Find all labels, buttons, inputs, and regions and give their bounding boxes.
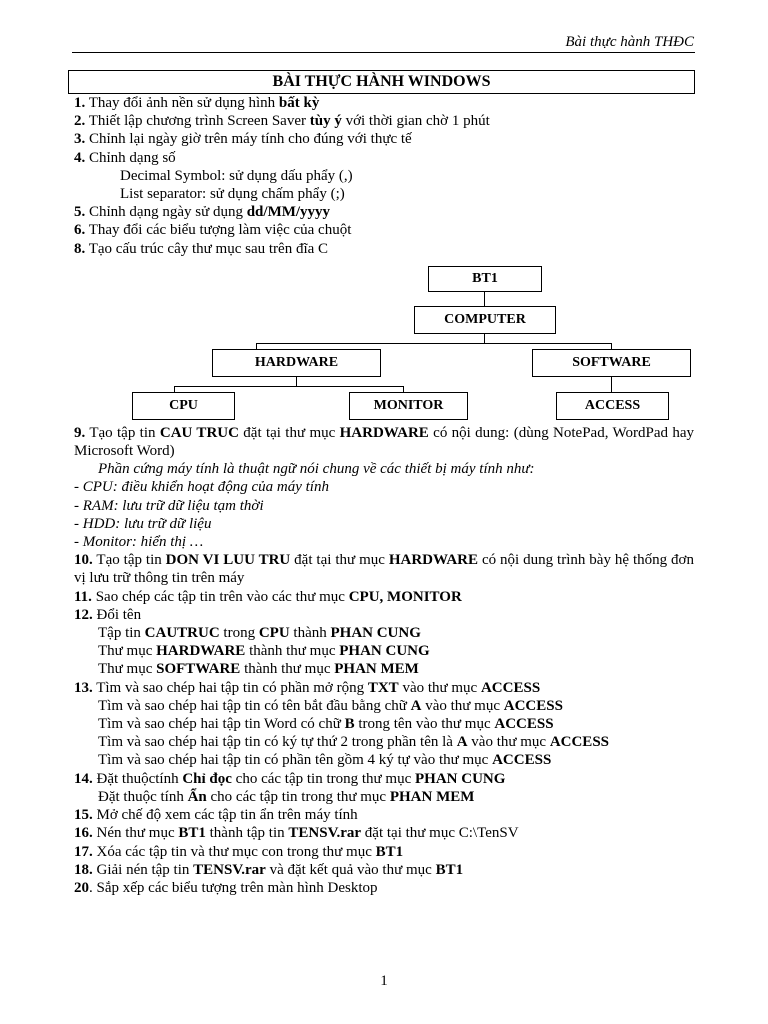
item-13-task xyxy=(74,697,694,715)
item-9-content-line: - RAM: lưu trữ dữ liệu tạm thời xyxy=(74,497,264,514)
item-13-task xyxy=(74,751,694,769)
folder-tree-diagram xyxy=(74,258,694,424)
item-13-task xyxy=(74,715,694,733)
item-emphasis: bất kỳ xyxy=(278,95,320,111)
item-6 xyxy=(74,221,694,239)
tree-connector xyxy=(256,343,612,344)
item-text: Tìm và sao chép hai tập tin Word có chữ xyxy=(98,716,345,733)
item-emphasis: PHAN MEM xyxy=(389,788,475,805)
item-9-content-line: - CPU: điều khiển hoạt động của máy tính xyxy=(74,479,329,496)
item-text: Thay đổi ảnh nền sử dụng hình xyxy=(85,95,279,111)
tree-node-access: ACCESS xyxy=(556,392,669,420)
item-number: 15. xyxy=(74,807,93,824)
item-emphasis: DON VI LUU TRU xyxy=(165,552,291,569)
item-emphasis: A xyxy=(410,697,422,714)
item-emphasis: CPU xyxy=(258,625,290,642)
item-4 xyxy=(74,149,694,167)
item-text: vào thư mục xyxy=(467,734,550,751)
item-number: 11. xyxy=(74,588,92,605)
item-text: thành thư mục xyxy=(245,643,340,660)
item-text: Tạo tập tin xyxy=(92,552,166,569)
item-emphasis: CPU, MONITOR xyxy=(348,588,462,605)
tree-connector xyxy=(174,386,404,387)
item-14-second xyxy=(74,788,694,806)
item-emphasis: BT1 xyxy=(375,843,404,860)
item-4-decimal-symbol: Decimal Symbol: sử dụng dấu phẩy (,) xyxy=(120,167,353,184)
item-emphasis: TXT xyxy=(367,679,399,696)
item-4-list-separator: List separator: sử dụng chấm phẩy (;) xyxy=(120,186,345,203)
item-text: và đặt kết quả vào thư mục xyxy=(265,861,436,878)
item-text: Thư mục xyxy=(98,643,157,660)
item-number: 1. xyxy=(74,95,86,111)
item-13-task xyxy=(74,733,694,751)
item-emphasis: PHAN CUNG xyxy=(339,643,430,660)
item-text: Tìm và sao chép hai tập tin có ký tự thứ 2 trong phần tên là xyxy=(98,734,457,751)
item-number: 14. xyxy=(74,770,93,787)
item-number: 3. xyxy=(74,131,86,148)
item-text: đặt tại thư mục xyxy=(290,552,389,569)
item-text: có nội dung: (dùng NotePad, WordPad hay Microsoft Word) xyxy=(74,424,694,460)
item-emphasis: TENSV.rar xyxy=(193,861,266,878)
item-text: Đặt thuộc tính xyxy=(98,788,188,805)
item-text: Đặt thuộctính xyxy=(92,770,183,787)
item-10 xyxy=(74,551,694,587)
tree-connector xyxy=(611,377,612,392)
item-text: Tìm và sao chép hai tập tin có phần mở rộng xyxy=(92,679,368,696)
item-17 xyxy=(74,843,694,861)
item-text: Tìm và sao chép hai tập tin có tên bắt đầu bằng chữ xyxy=(98,697,411,714)
item-emphasis: ACCESS xyxy=(492,752,552,769)
page-header-title: Bài thực hành THĐC xyxy=(565,34,694,50)
item-emphasis: tùy ý xyxy=(309,113,342,130)
item-text: vào thư mục xyxy=(421,697,504,714)
item-text: Nén thư mục xyxy=(92,825,179,842)
tree-connector xyxy=(484,292,485,306)
item-emphasis: ACCESS xyxy=(503,697,563,714)
tree-node-hardware: HARDWARE xyxy=(212,349,381,377)
item-5 xyxy=(74,203,694,221)
item-9-content-line: - HDD: lưu trữ dữ liệu xyxy=(74,515,212,532)
item-text: Xóa các tập tin và thư mục con trong thư mục xyxy=(92,843,376,860)
page-number: 1 xyxy=(380,973,388,989)
item-number: 5. xyxy=(74,204,86,221)
item-15 xyxy=(74,806,694,824)
header-rule xyxy=(72,52,695,53)
item-emphasis: B xyxy=(344,716,355,733)
item-3 xyxy=(74,130,694,148)
item-text: cho các tập tin trong thư mục xyxy=(231,770,415,787)
item-emphasis: ACCESS xyxy=(549,734,609,751)
item-emphasis: dd/MM/yyyy xyxy=(246,204,331,221)
item-text: vào thư mục xyxy=(398,679,481,696)
item-number: 13. xyxy=(74,679,93,696)
tree-node-bt1: BT1 xyxy=(428,266,542,292)
item-20 xyxy=(74,879,694,897)
item-2 xyxy=(74,112,694,130)
item-number: 12. xyxy=(74,606,93,623)
item-emphasis: ACCESS xyxy=(494,716,554,733)
item-text: thành xyxy=(289,625,331,642)
item-text: Chỉnh dạng số xyxy=(85,149,176,166)
item-text: Thay đổi các biểu tượng làm việc của chuột xyxy=(85,222,352,239)
item-text: đặt tại thư mục C:\TenSV xyxy=(361,825,519,842)
item-number: 17. xyxy=(74,843,93,860)
item-text: Mở chế độ xem các tập tin ẩn trên máy tính xyxy=(92,807,358,824)
item-12-rename xyxy=(74,624,694,642)
item-number: 6. xyxy=(74,222,86,239)
item-12-rename xyxy=(74,660,694,678)
item-text: Chỉnh lại ngày giờ trên máy tính cho đúng với thực tế xyxy=(85,131,412,148)
item-9-content-line: Phần cứng máy tính là thuật ngữ nói chung về các thiết bị máy tính như: xyxy=(98,461,535,478)
item-text: Tạo cấu trúc cây thư mục sau trên đĩa C xyxy=(85,240,329,257)
document-title: BÀI THỰC HÀNH WINDOWS xyxy=(68,70,695,94)
item-emphasis: HARDWARE xyxy=(156,643,246,660)
item-emphasis: Chỉ đọc xyxy=(182,770,232,787)
item-text: trong tên vào thư mục xyxy=(354,716,495,733)
item-11 xyxy=(74,588,694,606)
item-emphasis: SOFTWARE xyxy=(156,661,241,678)
item-text: Tập tin xyxy=(98,625,145,642)
item-9 xyxy=(74,424,694,460)
item-number: 8. xyxy=(74,240,86,257)
item-emphasis: BT1 xyxy=(178,825,206,842)
tree-node-monitor: MONITOR xyxy=(349,392,468,420)
item-text: đặt tại thư mục xyxy=(238,424,340,441)
item-12-rename xyxy=(74,642,694,660)
item-emphasis: HARDWARE xyxy=(339,424,429,441)
item-number: 4. xyxy=(74,149,86,166)
tree-connector xyxy=(484,334,485,343)
item-18 xyxy=(74,861,694,879)
item-emphasis: PHAN MEM xyxy=(334,661,419,678)
tree-node-cpu: CPU xyxy=(132,392,235,420)
exercise-list xyxy=(74,94,694,897)
item-text: thành tập tin xyxy=(205,825,289,842)
item-text: có nội dung trình bày hệ thống đơn vị lưu trữ thông tin trên máy xyxy=(74,552,694,587)
item-emphasis: A xyxy=(456,734,468,751)
item-emphasis: HARDWARE xyxy=(388,552,479,569)
item-text: Sao chép các tập tin trên vào các thư mục xyxy=(91,588,349,605)
item-16 xyxy=(74,824,694,842)
item-emphasis: BT1 xyxy=(435,861,464,878)
item-number: 20 xyxy=(74,879,89,896)
item-emphasis: CAUTRUC xyxy=(144,625,220,642)
item-text: cho các tập tin trong thư mục xyxy=(206,788,390,805)
item-number: 18. xyxy=(74,861,93,878)
item-emphasis: TENSV.rar xyxy=(288,825,362,842)
item-emphasis: PHAN CUNG xyxy=(330,625,421,642)
item-text: Chỉnh dạng ngày sử dụng xyxy=(85,204,247,221)
tree-node-software: SOFTWARE xyxy=(532,349,691,377)
item-9-content-line: - Monitor: hiển thị … xyxy=(74,534,204,551)
item-text: Thiết lập chương trình Screen Saver xyxy=(85,113,310,130)
item-emphasis: PHAN CUNG xyxy=(415,770,506,787)
tree-node-computer: COMPUTER xyxy=(414,306,556,334)
item-text: thành thư mục xyxy=(240,661,335,678)
item-12 xyxy=(74,606,694,624)
item-emphasis: ACCESS xyxy=(480,679,541,696)
item-13 xyxy=(74,679,694,697)
item-text: Tìm và sao chép hai tập tin có phần tên gồm 4 ký tự vào thư mục xyxy=(98,752,493,769)
item-emphasis: CAU TRUC xyxy=(159,424,239,441)
item-text: . Sắp xếp các biểu tượng trên màn hình Desktop xyxy=(89,879,378,896)
item-text: Thư mục xyxy=(98,661,157,678)
item-text: với thời gian chờ 1 phút xyxy=(341,113,490,130)
item-1 xyxy=(74,94,694,112)
item-number: 16. xyxy=(74,825,93,842)
item-emphasis: Ẩn xyxy=(187,788,207,805)
item-number: 2. xyxy=(74,113,86,130)
item-number: 10. xyxy=(74,552,93,569)
item-text: Giải nén tập tin xyxy=(92,861,194,878)
item-number: 9. xyxy=(74,424,86,441)
item-14 xyxy=(74,770,694,788)
item-8 xyxy=(74,240,694,258)
item-text: Đổi tên xyxy=(92,606,142,623)
item-text: trong xyxy=(219,625,259,642)
tree-connector xyxy=(296,377,297,386)
item-text: Tạo tập tin xyxy=(85,424,160,441)
